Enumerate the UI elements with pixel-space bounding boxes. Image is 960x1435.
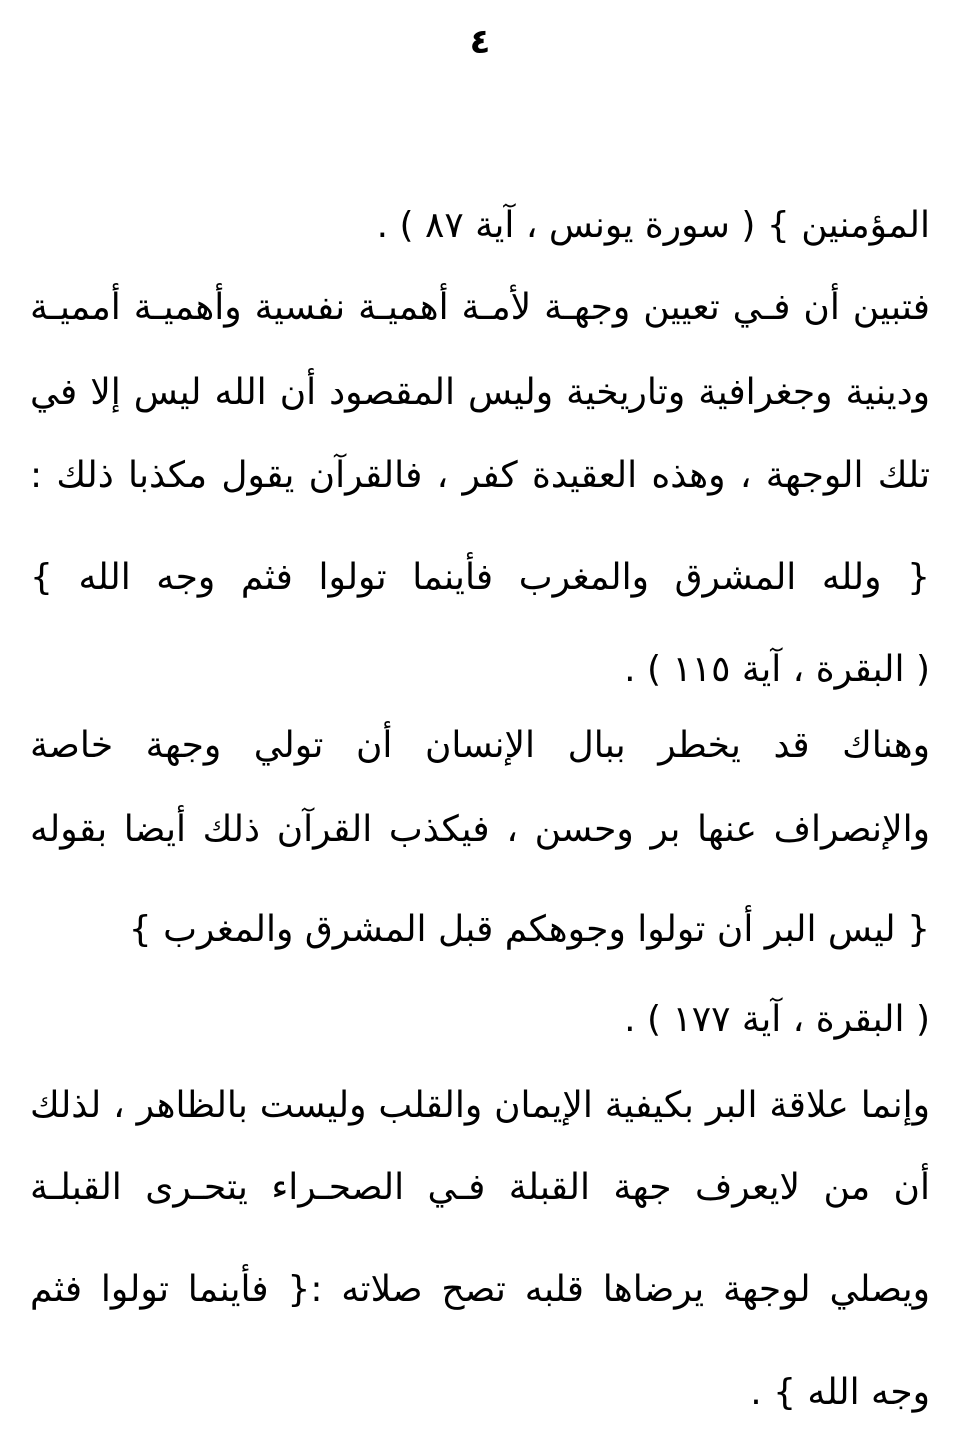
text-line-14: وجه الله } . xyxy=(750,1372,930,1413)
verse-reference-2: ( البقرة ، آية ١٧٧ ) . xyxy=(624,999,930,1040)
quran-verse-2: { ليس البر أن تولوا وجوهكم قبل المشرق والمغرب } xyxy=(128,909,930,950)
verse-reference-1: ( البقرة ، آية ١١٥ ) . xyxy=(624,649,930,690)
quran-verse-1: { ولله المشرق والمغرب فأينما تولوا فثم وجه الله } xyxy=(30,557,930,598)
page-number: ٤ xyxy=(469,22,491,62)
text-line-13: ويصلي لوجهة يرضاها قلبه تصح صلاته :{ فأينما تولوا فثم xyxy=(30,1269,930,1310)
text-line-7: وهناك قد يخطر ببال الإنسان أن تولي وجهة خاصة xyxy=(30,725,930,766)
text-line-11: وإنما علاقة البر بكيفية الإيمان والقلب وليست بالظاهر ، لذلك xyxy=(30,1085,930,1126)
text-line-1: المؤمنين } ( سورة يونس ، آية ٨٧ ) . xyxy=(376,205,930,246)
text-line-12: أن من لايعرف جهة القبلة فـي الصحـراء يتحـرى القبلـة xyxy=(30,1167,930,1208)
text-line-2: فتبين أن فـي تعيين وجهـة لأمـة أهميـة نفسية وأهميـة أمميـة xyxy=(30,287,930,328)
text-line-8: والإنصراف عنها بر وحسن ، فيكذب القرآن ذلك أيضا بقوله xyxy=(30,809,930,850)
text-line-4: تلك الوجهة ، وهذه العقيدة كفر ، فالقرآن يقول مكذبا ذلك : xyxy=(30,455,930,496)
text-line-3: ودينية وجغرافية وتاريخية وليس المقصود أن الله ليس إلا في xyxy=(30,372,930,413)
